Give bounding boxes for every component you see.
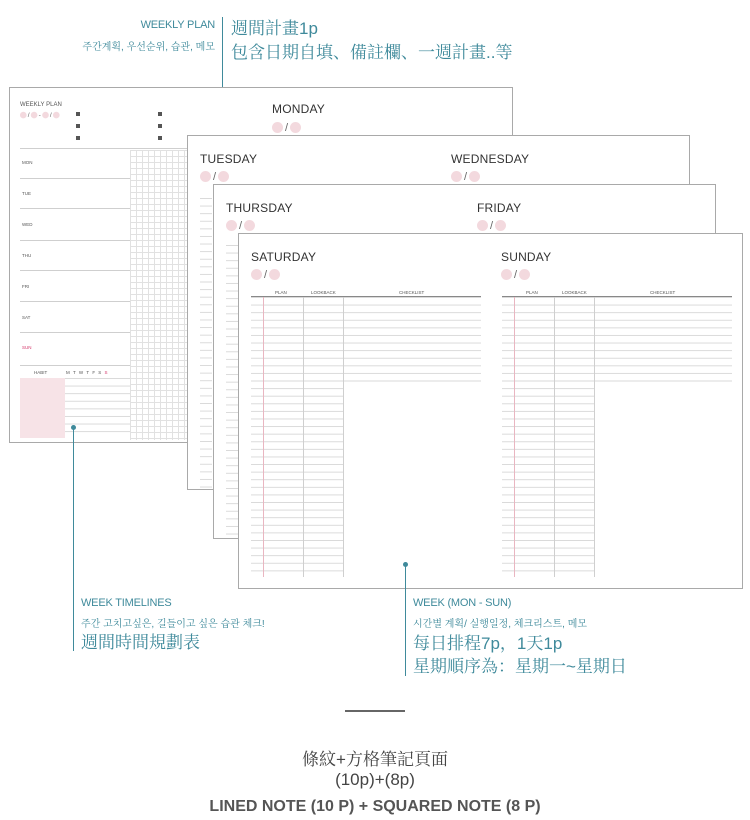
section-divider	[345, 710, 405, 712]
checkbox-icon	[76, 136, 80, 140]
friday-title: FRIDAY	[477, 201, 522, 215]
saturday-title: SATURDAY	[251, 250, 317, 264]
week-mon-sun-annotation-title: WEEK (MON - SUN)	[413, 597, 512, 609]
checkbox-icon	[158, 124, 162, 128]
wednesday-date-circles: /	[451, 168, 480, 180]
checkbox-icon	[76, 112, 80, 116]
week-mon-sun-annotation-korean: 시간별 계획/ 실행일정, 체크리스트, 메모	[413, 619, 588, 630]
habit-pink-block	[20, 378, 65, 438]
habit-days: MTWTFSS	[66, 370, 111, 375]
weekly-day-thu: THU	[22, 253, 32, 258]
weekly-grid	[130, 150, 192, 440]
thursday-title: THURSDAY	[226, 201, 293, 215]
sun-col-plan: PLAN	[526, 290, 538, 295]
week-timelines-annotation-title: WEEK TIMELINES	[81, 597, 172, 609]
checkbox-icon	[158, 112, 162, 116]
weekly-plan-annotation-chinese-2: 包含日期自填、備註欄、一週計畫..等	[231, 43, 513, 62]
week-mon-sun-annotation-line	[405, 566, 406, 676]
thursday-date-circles: /	[226, 217, 255, 229]
week-timelines-annotation-chinese: 週間時間規劃表	[81, 633, 200, 652]
monday-date-circles: /	[272, 119, 301, 131]
sat-col-plan: PLAN	[275, 290, 287, 295]
week-timelines-annotation-korean: 주간 고치고싶은, 길들이고 싶은 습관 체크!	[81, 619, 265, 630]
weekly-day-sat: SAT	[22, 315, 31, 320]
sun-col-checklist: CHECKLIST	[650, 290, 676, 295]
weekly-day-mon: MON	[22, 160, 33, 165]
weekly-date-circles: / - /	[20, 110, 59, 117]
bottom-line-2: (10p)+(8p)	[335, 770, 415, 789]
weekly-page-title: WEEKLY PLAN	[20, 102, 62, 108]
monday-title: MONDAY	[272, 102, 325, 116]
habit-label: HABIT	[34, 370, 48, 375]
weekly-day-sun: SUN	[22, 345, 32, 350]
weekly-day-fri: FRI	[22, 284, 30, 289]
weekly-plan-annotation-korean: 주간계획, 우선순위, 습관, 메모	[82, 42, 215, 53]
tuesday-date-circles: /	[200, 168, 229, 180]
sat-col-lookback: LOOKBACK	[311, 290, 336, 295]
week-mon-sun-annotation-chinese-2: 星期順序為：星期一~星期日	[413, 657, 627, 676]
bottom-line-1: 條紋+方格筆記頁面	[302, 750, 448, 769]
week-timelines-annotation-line	[73, 429, 74, 651]
sunday-date-circles: /	[501, 266, 530, 278]
sat-col-checklist: CHECKLIST	[399, 290, 425, 295]
saturday-date-circles: /	[251, 266, 280, 278]
weekly-plan-annotation-chinese-1: 週間計畫1p	[231, 19, 318, 38]
sunday-title: SUNDAY	[501, 250, 552, 264]
weekly-day-wed: WED	[22, 222, 33, 227]
week-mon-sun-annotation-chinese-1: 每日排程7p，1天1p	[413, 634, 563, 653]
weekly-day-tue: TUE	[22, 191, 31, 196]
checkbox-icon	[76, 124, 80, 128]
weekly-plan-annotation-title: WEEKLY PLAN	[140, 19, 215, 31]
sun-col-lookback: LOOKBACK	[562, 290, 587, 295]
wednesday-title: WEDNESDAY	[451, 152, 530, 166]
checkbox-icon	[158, 136, 162, 140]
tuesday-title: TUESDAY	[200, 152, 258, 166]
bottom-line-3: LINED NOTE (10 P) + SQUARED NOTE (8 P)	[209, 798, 541, 815]
saturday-sunday-page	[238, 233, 743, 589]
friday-date-circles: /	[477, 217, 506, 229]
